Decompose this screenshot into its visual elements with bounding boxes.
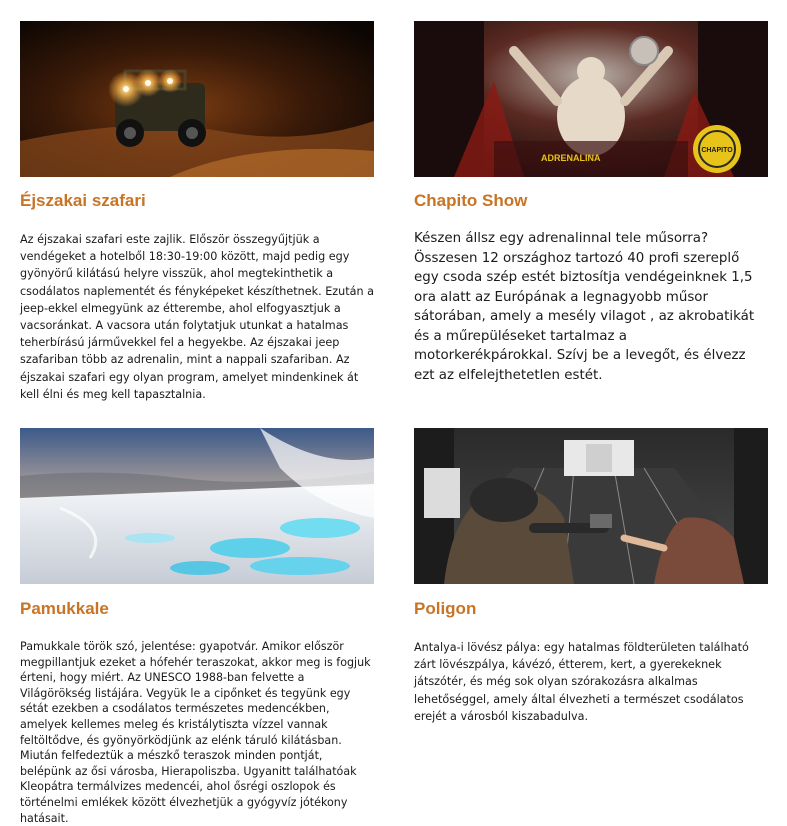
card-title: Chapito Show (414, 191, 528, 210)
chapito-badge: CHAPITO (701, 147, 733, 154)
night-safari-photo (20, 21, 374, 177)
card-description: Készen állsz egy adrenalinnal tele műsorra? Összesen 12 országhoz tartozó 40 profi szereplő egy csoda szép estét biztosítja vendégeinknek 1,5 ora alatt az Európának a legnagyobb műsor sátorában, amely a mesély vilagot , az akrobatikát és a műrepüléseket tartalmaz a motorkerékpárokkal. Szívj be a levegőt, és élvezz ezt az elfelejthetetlen estét. (414, 231, 755, 383)
pamukkale-photo (20, 428, 374, 584)
chapito-show-photo (414, 21, 768, 177)
card-title: Éjszakai szafari (20, 191, 146, 210)
card-description: Az éjszakai szafari este zajlik. Először összegyűjtjük a vendégeket a hotelből 18:30-19:00 között, majd pedig egy gyönyörű kilátású helyre visszük, ahol megtekinthetik a csodálatos naplementét és fényképeket készíthetnek. Ezután a jeep-ekkel elmegyünk az étterembe, ahol elfogyasztjuk a vacsoránkat. A vacsora után folytatjuk utunkat a hatalmas teherbírású járművekkel fel a hegyekbe. Az éjszakai jeep szafariban több az adrenalin, mint a nappali szafariban. Az éjszakai szafari egy olyan program, amelyet mindenkinek át kell élni és meg kell tapasztalnia. (20, 233, 374, 401)
card-title: Pamukkale (20, 599, 109, 618)
adrenalina-logo: ADRENALINA (541, 153, 601, 163)
poligon-photo (414, 428, 768, 584)
card-description: Antalya-i lövész pálya: egy hatalmas földterületen található zárt lövészpálya, kávézó, étterem, kert, a gyerekeknek játszótér, és még sok olyan szórakozásra alkalmas lehetőséggel, amely által élvezheti a természet csodálatos erejét a városból kiszabadulva. (414, 641, 749, 723)
card-description: Pamukkale török szó, jelentése: gyapotvár. Amikor először megpillantjuk ezeket a hófehér teraszokat, akkor meg is fogjuk érteni, hogy miért. Az UNESCO 1988-ban felvette a Világörökség listájára. Vegyük le a cipőnket és tegyünk egy sétát ezekben a csodálatos természetes medencékben, amelyek kellemes meleg és kristálytiszta vízzel vannak feltöltődve, és gyönyörködjünk az elénk táruló kilátásban. Miután felfedeztük a mészkő teraszok minden pontját, belépünk az ősi városba, Hierapoliszba. Ugyanitt találhatóak Kleopátra termálvizes medencéi, ahol ősrégi oszlopok és történelmi emlékek között élvezhetjük a gyógyvíz jótékony hatásait. (20, 640, 371, 825)
card-title: Poligon (414, 599, 477, 618)
